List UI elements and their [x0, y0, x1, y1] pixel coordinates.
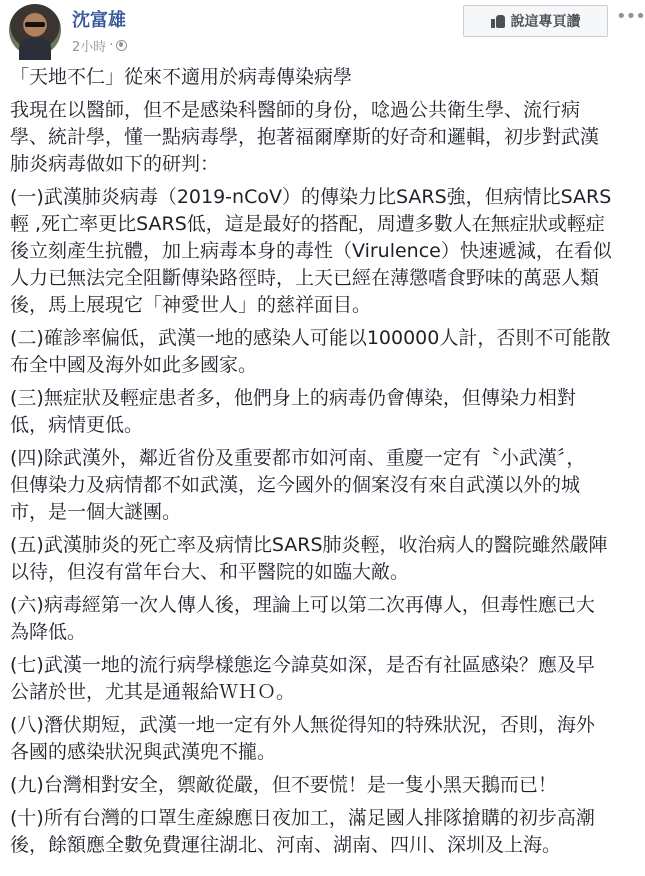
paragraph-line: (二)確診率偏低，武漢一地的感染人可能以100000人計，否則不可能散 [10, 327, 611, 349]
paragraph-line: (八)潛伏期短，武漢一地一定有外人無從得知的特殊狀況，否則，海外 [10, 714, 595, 736]
post-body [10, 64, 635, 865]
paragraph-line: 市，是一個大謎團。 [10, 501, 182, 523]
post-paragraph [10, 325, 635, 379]
paragraph-line: 但傳染力及病情都不如武漢，迄今國外的個案沒有來自武漢以外的城 [10, 474, 581, 496]
paragraph-line: 「天地不仁」從來不適用於病毒傳染病學 [10, 66, 353, 88]
author-name[interactable]: 沈富雄 [72, 10, 126, 31]
paragraph-line: 人力已無法完全阻斷傳染路徑時，上天已經在薄懲嗜食野味的萬惡人類 [10, 267, 600, 289]
paragraph-line: 後立刻產生抗體，加上病毒本身的毒性（Virulence）快速遞減，在看似 [10, 240, 612, 262]
paragraph-line: (三)無症狀及輕症患者多，他們身上的病毒仍會傳染，但傳染力相對 [10, 387, 576, 409]
post-paragraph [10, 532, 635, 586]
post-paragraph [10, 445, 635, 526]
separator: · [109, 38, 114, 53]
thumbs-up-icon [491, 14, 505, 28]
paragraph-line: (十)所有台灣的口罩生產線應日夜加工，滿足國人排隊搶購的初步高潮 [10, 807, 595, 829]
post-paragraph [10, 592, 635, 646]
paragraph-line: 各國的感染狀況與武漢兜不攏。 [10, 741, 277, 763]
paragraph-line: 布全中國及海外如此多國家。 [10, 354, 258, 376]
post-paragraph [10, 652, 635, 706]
post-paragraph [10, 97, 635, 178]
paragraph-line: (七)武漢一地的流行病學樣態迄今諱莫如深，是否有社區感染？應及早 [10, 654, 595, 676]
more-options-icon[interactable]: ••• [616, 6, 645, 27]
post-paragraph [10, 712, 635, 766]
paragraph-line: 我現在以醫師，但不是感染科醫師的身份，唸過公共衛生學、流行病 [10, 99, 581, 121]
post-title [10, 64, 635, 91]
post-paragraph [10, 385, 635, 439]
like-page-label: 說這專頁讚 [510, 14, 581, 30]
paragraph-line: 公諸於世，尤其是通報給ＷＨＯ。 [10, 681, 296, 703]
avatar[interactable] [9, 4, 61, 56]
paragraph-line: 學、統計學，懂一點病毒學，抱著福爾摩斯的好奇和邏輯，初步對武漢 [10, 126, 600, 148]
paragraph-line: (六)病毒經第一次人傳人後，理論上可以第二次再傳人，但毒性應已大 [10, 594, 595, 616]
paragraph-line: (一)武漢肺炎病毒（2019-nCoV）的傳染力比SARS強，但病情比SARS [10, 186, 612, 208]
like-page-button[interactable] [463, 5, 608, 37]
paragraph-line: 後，馬上展現它「神愛世人」的慈祥面目。 [10, 294, 372, 316]
post-paragraph [10, 772, 635, 799]
paragraph-line: 低，病情更低。 [10, 414, 144, 436]
paragraph-line: 為降低。 [10, 621, 87, 643]
paragraph-line: 肺炎病毒做如下的研判： [10, 153, 220, 175]
paragraph-line: 以待，但沒有當年台大、和平醫院的如臨大敵。 [10, 561, 410, 583]
post-meta [72, 36, 127, 55]
paragraph-line: (九)台灣相對安全，禦敵從嚴，但不要慌！是一隻小黑天鵝而已！ [10, 774, 557, 796]
paragraph-line: 後，餘額應全數免費運往湖北、河南、湖南、四川、深圳及上海。 [10, 834, 562, 856]
timestamp[interactable]: 2小時 [72, 40, 107, 55]
post-paragraph [10, 805, 635, 859]
globe-icon[interactable] [116, 40, 127, 51]
paragraph-line: 輕 ,死亡率更比SARS低，這是最好的搭配，周遭多數人在無症狀或輕症 [10, 213, 605, 235]
post-paragraph [10, 184, 635, 319]
paragraph-line: (五)武漢肺炎的死亡率及病情比SARS肺炎輕，收治病人的醫院雖然嚴陣 [10, 534, 608, 556]
paragraph-line: (四)除武漢外，鄰近省份及重要都市如河南、重慶一定有〝小武漢〞， [10, 447, 586, 469]
